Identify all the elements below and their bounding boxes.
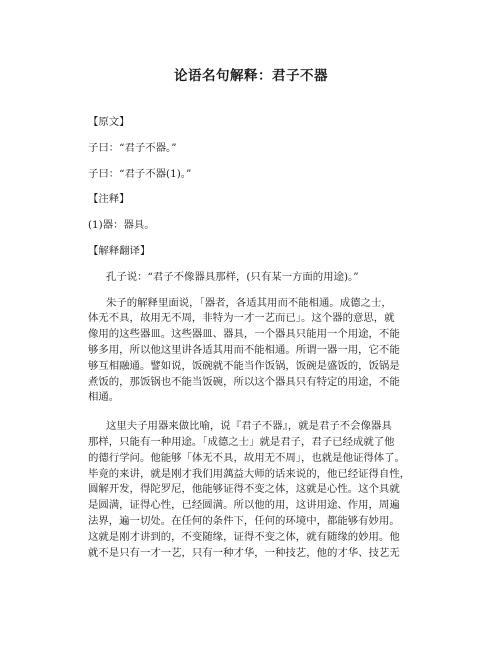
- paragraph-line: 够互相融通。譬如说，饭碗就不能当作饭锅，饭碗是盛饭的，饭锅是: [88, 359, 400, 372]
- paragraph-line: 体无不具，故用无不周，非特为一才一艺而已」。这个器的意思，就: [88, 312, 395, 325]
- paragraph-line: 煮饭的，那饭锅也不能当饭碗，所以这个器具只有特定的用途，不能: [88, 375, 400, 388]
- paragraph-line: 这里夫子用器来做比喻，说『君子不器』，就是君子不会像器具: [106, 420, 392, 433]
- paragraph-line: 法界，遍一切处。在任何的条件下，任何的环境中，都能够有妙用。: [88, 514, 400, 527]
- paragraph-line: 像用的这些器皿。这些器皿、器具，一个器具只能用一个用途，不能: [88, 328, 400, 341]
- paragraph-line: 朱子的解释里面说，「器者，各适其用而不能相通。成德之士，: [106, 296, 392, 309]
- translation-line: 孔子说：“君子不像器具那样，(只有某一方面的用途)。”: [106, 270, 359, 283]
- paragraph-line: 够多用，所以他这里讲各适其用而不能相通。所谓一器一用，它不能: [88, 343, 400, 356]
- section-heading-notes: 【注释】: [88, 193, 130, 206]
- section-heading-translation: 【解释翻译】: [88, 244, 151, 257]
- paragraph-line: 毕竟的来讲，就是刚才我们用蕅益大师的话来说的，他已经证得自性，: [88, 467, 411, 480]
- commentary-paragraph-1: [88, 296, 440, 407]
- document-body: [88, 115, 440, 574]
- paragraph-line: 就不是只有一才一艺，只有一种才华，一种技艺，他的才华、技艺无: [88, 546, 400, 559]
- commentary-paragraph-2: [88, 419, 440, 561]
- paragraph-line: 那样，只能有一种用途。「成德之士」就是君子，君子已经成就了他: [88, 435, 395, 448]
- paragraph-line: 的德行学问。他能够「体无不具，故用无不周」，也就是他证得体了。: [88, 451, 405, 464]
- original-text-line: 子曰：“君子不器。”: [88, 141, 177, 154]
- note-line: (1)器：器具。: [88, 219, 155, 232]
- paragraph-line: 圆解开发，得陀罗尼，他能够证得不变之体，这就是心性。这个具就: [88, 483, 400, 496]
- paragraph-line: 是圆满，证得心性，已经圆满。所以他的用，这讲用途、作用，周遍: [88, 499, 400, 512]
- paragraph-line: 相通。: [88, 391, 120, 404]
- original-text-annotated-line: 子曰：“君子不器(1)。”: [88, 167, 192, 180]
- document-title: 论语名句解释：君子不器: [174, 68, 328, 84]
- paragraph-line: 这就是刚才讲到的，不变随缘，证得不变之体，就有随缘的妙用。他: [88, 530, 400, 543]
- section-heading-original: 【原文】: [88, 116, 130, 128]
